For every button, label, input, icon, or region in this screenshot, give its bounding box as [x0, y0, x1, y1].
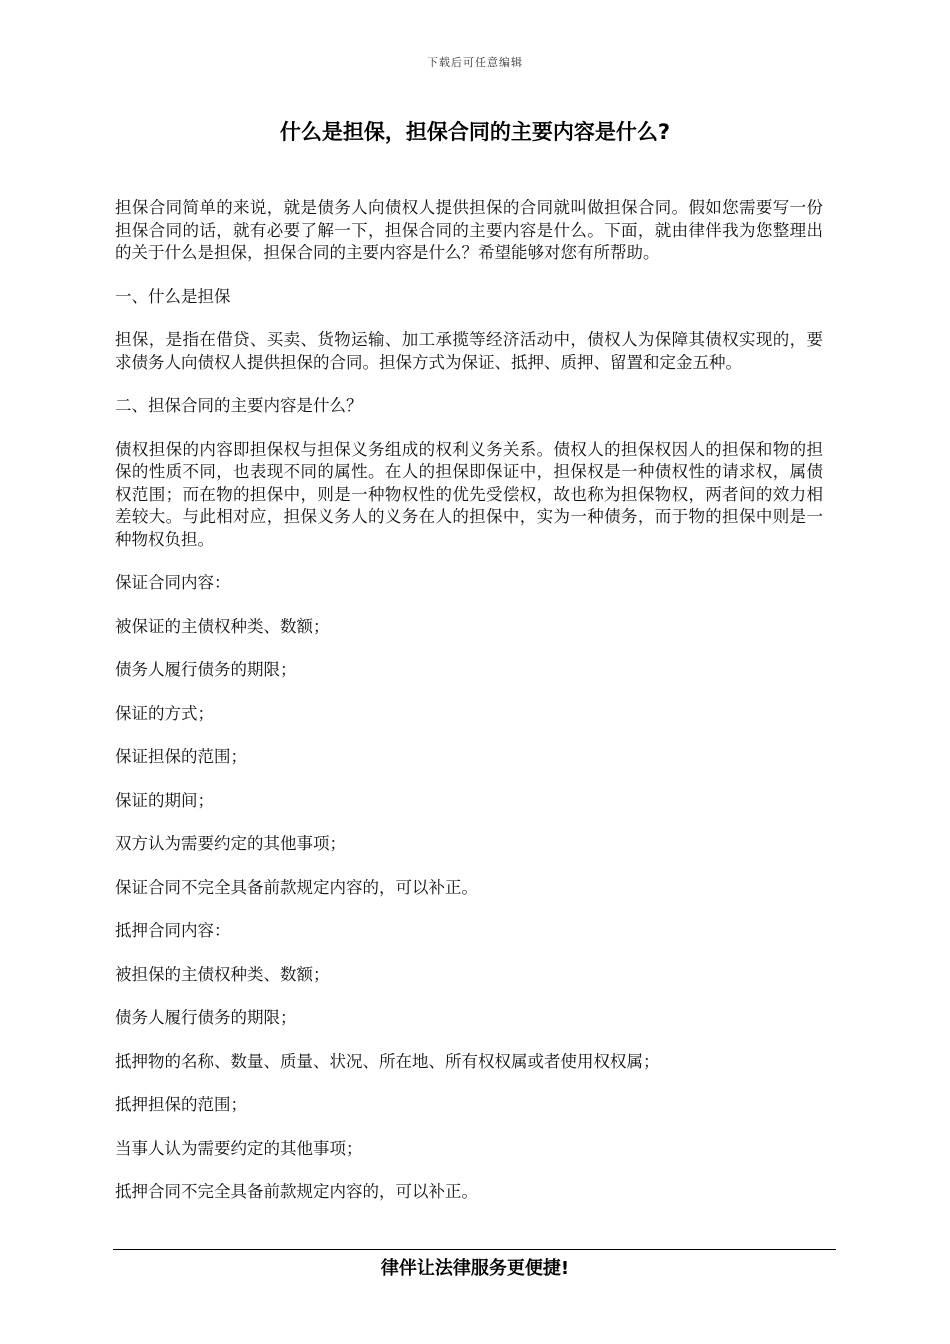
header-note: 下载后可任意编辑: [427, 56, 523, 69]
mortgage-contract-heading: 抵押合同内容：: [115, 921, 231, 940]
section-heading-main-content: 二、担保合同的主要内容是什么？: [115, 396, 363, 415]
document-title: 什么是担保，担保合同的主要内容是什么?: [279, 120, 671, 144]
footer-slogan: 律伴让法律服务更便捷!: [380, 1258, 570, 1279]
guarantee-content-paragraph: 债权担保的内容即担保权与担保义务组成的权利义务关系。债权人的担保权因人的担保和物的担保的性质不同，也表现不同的属性。在人的担保即保证中，担保权是一种债权性的请求权，属债权范围；而在物的担保中，则是一种物权性的优先受偿权，故也称为担保物权，两者间的效力相差较大。与此相对应，担保义务人的义务在人的担保中，实为一种债务，而于物的担保中则是一种物权负担。: [115, 439, 823, 549]
document-body: [115, 197, 823, 1225]
list-item: 保证合同不完全具备前款规定内容的，可以补正。: [115, 877, 478, 897]
list-item: 抵押合同不完全具备前款规定内容的，可以补正。: [115, 1182, 478, 1201]
list-item: 被保证的主债权种类、数额；: [115, 616, 330, 636]
list-item: 抵押物的名称、数量、质量、状况、所在地、所有权权属或者使用权权属；: [115, 1051, 660, 1071]
list-item: 保证的方式；: [115, 703, 214, 723]
footer-divider: [113, 1249, 836, 1250]
list-item: 债务人履行债务的期限；: [115, 660, 297, 679]
section-heading-what-is-guarantee: 一、什么是担保: [115, 286, 231, 306]
list-item: 抵押担保的范围；: [115, 1095, 247, 1114]
list-item: 双方认为需要约定的其他事项；: [115, 834, 346, 853]
suretyship-contract-heading: 保证合同内容：: [115, 573, 231, 592]
list-item: 保证担保的范围；: [115, 747, 247, 766]
list-item: 债务人履行债务的期限；: [115, 1008, 297, 1027]
intro-paragraph: 担保合同简单的来说，就是债务人向债权人提供担保的合同就叫做担保合同。假如您需要写一份担保合同的话，就有必要了解一下，担保合同的主要内容是什么。下面，就由律伴我为您整理出的关于什么是担保，担保合同的主要内容是什么？希望能够对您有所帮助。: [115, 198, 823, 262]
guarantee-definition-paragraph: 担保，是指在借贷、买卖、货物运输、加工承揽等经济活动中，债权人为保障其债权实现的，要求债务人向债权人提供担保的合同。担保方式为保证、抵押、质押、留置和定金五种。: [115, 330, 823, 372]
list-item: 被担保的主债权种类、数额；: [115, 964, 330, 984]
list-item: 保证的期间；: [115, 790, 214, 810]
list-item: 当事人认为需要约定的其他事项；: [115, 1138, 363, 1158]
